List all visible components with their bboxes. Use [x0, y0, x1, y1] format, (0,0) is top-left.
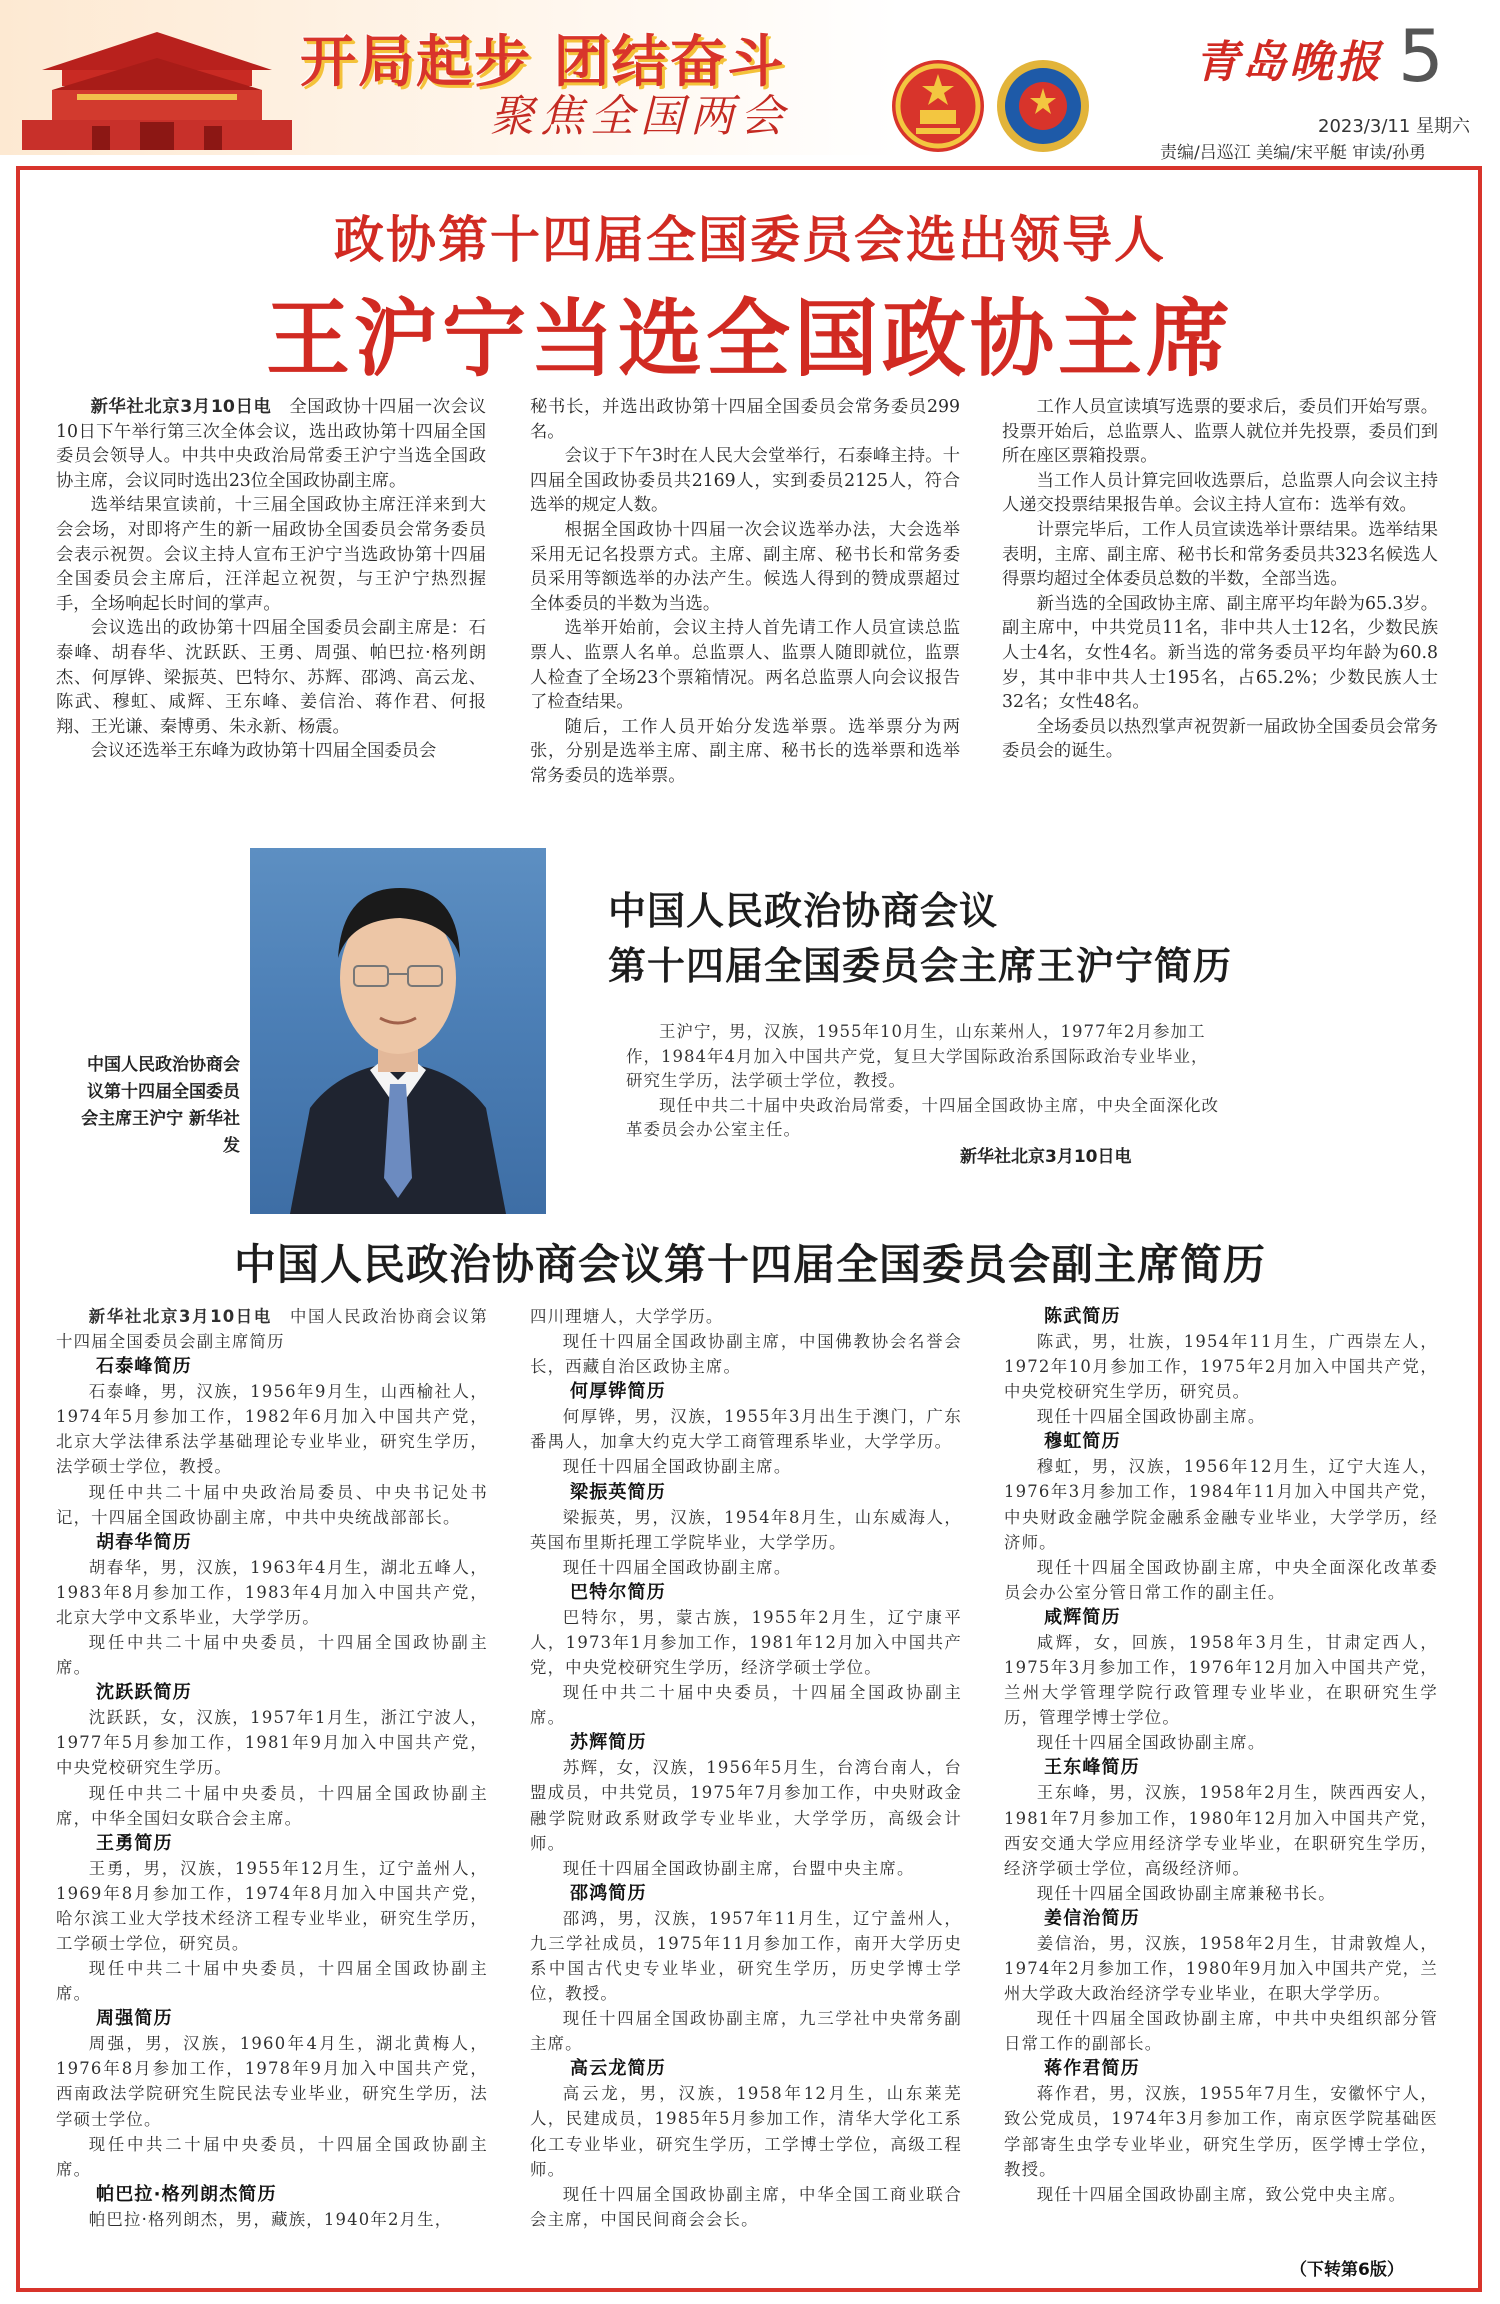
dateline: 新华社北京3月10日电	[90, 397, 272, 417]
bio-paragraph: 姜信治，男，汉族，1958年2月生，甘肃敦煌人，1974年2月参加工作，1980年9月加入中国共产党，兰州大学政大政治经济学专业毕业，在职大学学历。	[1004, 1933, 1438, 2004]
national-emblem-icon	[890, 58, 986, 154]
article-paragraph	[1002, 518, 1438, 592]
bio-paragraph: 现任十四届全国政协副主席。	[1036, 1407, 1266, 1427]
headline-title: 王沪宁当选全国政协主席	[265, 290, 1234, 388]
bio-paragraph: 现任十四届全国政协副主席。	[562, 1457, 792, 1477]
paragraph-text: 随后，工作人员开始分发选举票。选举票分为两张，分别是选举主席、副主席、秘书长的选举票和选举常务委员的选举票。	[530, 716, 960, 786]
tiananmen-illustration	[22, 10, 292, 150]
paragraph-text: 秘书长，并选出政协第十四届全国委员会常务委员299名。	[530, 397, 960, 442]
bio-paragraph: 现任十四届全国政协副主席，致公党中央主席。	[1036, 2184, 1407, 2204]
bio-paragraph: 邵鸿，男，汉族，1957年11月生，辽宁盖州人，九三学社成员，1975年11月参加工作，南开大学历史系中国古代史专业毕业，研究生学历，历史学博士学位，教授。	[530, 1908, 962, 2004]
bio-subheading: 王勇简历	[96, 1832, 173, 1854]
paragraph-text: 计票完毕后，工作人员宣读选举计票结果。选举结果表明，主席、副主席、秘书长和常务委员共323名候选人得票均超过全体委员总数的半数，全部当选。	[1002, 519, 1438, 590]
article-column-3	[1002, 395, 1438, 764]
paragraph-text: 选举结果宣读前，十三届全国政协主席汪洋来到大会会场，对即将产生的新一届政协全国委员会常务委员会表示祝贺。会议主持人宣布王沪宁当选政协第十四届全国委员会主席后，汪洋起立祝贺，与王沪宁热烈握手，全场响起长时间的掌声。	[56, 495, 486, 614]
bio-paragraph: 石泰峰，男，汉族，1956年9月生，山西榆社人，1974年5月参加工作，1982年6月加入中国共产党，北京大学法律系法学基础理论专业毕业，研究生学历，法学硕士学位，教授。	[56, 1382, 488, 1477]
bio-paragraph: 现任中共二十届中央政治局委员、中央书记处书记，十四届全国政协副主席，中共中央统战部部长。	[56, 1482, 488, 1527]
bio-paragraph: 苏辉，女，汉族，1956年5月生，台湾台南人，台盟成员，中共党员，1975年7月参加工作，中央财政金融学院财政系财政学专业毕业，大学学历，高级会计师。	[530, 1758, 962, 1853]
bio-paragraph: 胡春华，男，汉族，1963年4月生，湖北五峰人，1983年8月参加工作，1983年4月加入中国共产党，北京大学中文系毕业，大学学历。	[56, 1557, 488, 1627]
page-header	[0, 0, 1500, 163]
header-subslogan: 聚焦全国两会	[490, 91, 790, 142]
article-paragraph	[1002, 395, 1438, 469]
editor-credits: 责编/吕巡江 美编/宋平艇 审读/孙勇	[1160, 143, 1426, 163]
vice-column-3	[1004, 1304, 1438, 2207]
bio-paragraph: 现任中共二十届中央委员，十四届全国政协副主席。	[56, 1633, 488, 1678]
vice-section-title: 中国人民政治协商会议第十四届全国委员会副主席简历	[233, 1240, 1266, 1289]
bio-paragraph: 陈武，男，壮族，1954年11月生，广西崇左人，1972年10月参加工作，1975年2月加入中国共产党，中央党校研究生学历，研究员。	[1004, 1332, 1438, 1402]
bio-subheading: 陈武简历	[1044, 1306, 1121, 1327]
bio-paragraph: 王东峰，男，汉族，1958年2月生，陕西西安人，1981年7月参加工作，1980年12月加入中国共产党，西安交通大学应用经济学专业毕业，在职研究生学历，经济学硕士学位，高级经济师。	[1004, 1783, 1438, 1878]
bio-paragraph: 现任中共二十届中央委员，十四届全国政协副主席。	[56, 1959, 488, 2004]
article-paragraph	[530, 518, 960, 616]
bio-paragraph: 周强，男，汉族，1960年4月生，湖北黄梅人，1976年8月参加工作，1978年9月加入中国共产党，西南政法学院研究生院民法专业毕业，研究生学历，法学硕士学位。	[56, 2034, 488, 2129]
bio-subheading: 梁振英简历	[570, 1481, 666, 1503]
bio-paragraph: 巴特尔，男，蒙古族，1955年2月生，辽宁康平人，1973年1月参加工作，1981年12月加入中国共产党，中央党校研究生学历，经济学硕士学位。	[530, 1607, 962, 1678]
headline-kicker: 政协第十四届全国委员会选出领导人	[334, 211, 1166, 269]
paragraph-text: 会议选出的政协第十四届全国委员会副主席是：石泰峰、胡春华、沈跃跃、王勇、周强、帕巴拉·格列朗杰、何厚铧、梁振英、巴特尔、苏辉、邵鸿、高云龙、陈武、穆虹、咸辉、王东峰、姜信治、蒋作君、何报翔、王光谦、秦博勇、朱永新、杨震。	[56, 618, 486, 737]
bio-subheading: 周强简历	[96, 2008, 173, 2030]
paragraph-text: 选举开始前，会议主持人首先请工作人员宣读总监票人、监票人名单。总监票人、监票人随即就位，监票人检查了全场23个票箱情况。两名总监票人向会议报告了检查结果。	[530, 618, 960, 713]
article-column-2	[530, 395, 960, 789]
article-paragraph	[56, 616, 486, 739]
photo-caption: 中国人民政治协商会议第十四届全国委员会主席王沪宁 新华社发	[81, 1055, 240, 1156]
bio-subheading: 蒋作君简历	[1044, 2058, 1140, 2080]
bio-paragraph: 蒋作君，男，汉族，1955年7月生，安徽怀宁人，致公党成员，1974年3月参加工作，南京医学院基础医学部寄生虫学专业毕业，研究生学历，医学博士学位，教授。	[1004, 2084, 1438, 2179]
article-paragraph	[56, 739, 486, 764]
article-paragraph	[1002, 715, 1438, 764]
article-paragraph	[56, 395, 486, 493]
bio-paragraph-1: 王沪宁，男，汉族，1955年10月生，山东莱州人，1977年2月参加工作，1984年4月加入中国共产党，复旦大学国际政治系国际政治专业毕业，研究生学历，法学硕士学位，教授。	[626, 1022, 1209, 1090]
bio-subheading: 苏辉简历	[570, 1732, 647, 1754]
bio-paragraph: 现任中共二十届中央委员，十四届全国政协副主席，中华全国妇女联合会主席。	[56, 1783, 488, 1828]
bio-paragraph: 沈跃跃，女，汉族，1957年1月生，浙江宁波人，1977年5月参加工作，1981年9月加入中国共产党，中央党校研究生学历。	[56, 1708, 488, 1778]
dateline: 新华社北京3月10日电	[88, 1307, 272, 1326]
bio-text	[626, 1020, 1224, 1143]
bio-paragraph: 何厚铧，男，汉族，1955年3月出生于澳门，广东番禺人，加拿大约克大学工商管理系毕业，大学学历。	[530, 1407, 962, 1452]
bio-paragraph: 现任十四届全国政协副主席，中国佛教协会名誉会长，西藏自治区政协主席。	[530, 1332, 962, 1377]
vice-column-1	[56, 1304, 488, 2232]
bio-paragraph: 帕巴拉·格列朗杰，男，藏族，1940年2月生，	[88, 2209, 453, 2229]
bio-paragraph: 穆虹，男，汉族，1956年12月生，辽宁大连人，1976年3月参加工作，1984年11月加入中国共产党，中央财政金融学院金融系金融专业毕业，大学学历，经济师。	[1004, 1457, 1438, 1552]
bio-subheading: 沈跃跃简历	[96, 1682, 192, 1704]
cppcc-emblem-icon	[995, 58, 1091, 154]
bio-paragraph-2: 现任中共二十届中央政治局常委，十四届全国政协主席，中央全面深化改革委员会办公室主任。	[626, 1095, 1219, 1139]
article-paragraph	[530, 715, 960, 789]
continued-note: （下转第6版）	[1290, 2260, 1404, 2280]
bio-paragraph: 现任十四届全国政协副主席。	[1036, 1733, 1266, 1753]
bio-title-line1: 中国人民政治协商会议	[608, 889, 999, 933]
bio-paragraph: 王勇，男，汉族，1955年12月生，辽宁盖州人，1969年8月参加工作，1974年8月加入中国共产党，哈尔滨工业大学技术经济工程专业毕业，研究生学历，工学硕士学位，研究员。	[56, 1858, 488, 1953]
bio-paragraph: 咸辉，女，回族，1958年3月生，甘肃定西人，1975年3月参加工作，1976年12月加入中国共产党，兰州大学管理学院行政管理专业毕业，在职研究生学历，管理学博士学位。	[1004, 1632, 1438, 1728]
article-paragraph	[530, 395, 960, 444]
article-column-1	[56, 395, 486, 764]
bio-paragraph: 高云龙，男，汉族，1958年12月生，山东莱芜人，民建成员，1985年5月参加工作，清华大学化工系化工专业毕业，研究生学历，工学博士学位，高级工程师。	[530, 2084, 962, 2179]
bio-subheading: 穆虹简历	[1044, 1431, 1121, 1453]
paragraph-text: 根据全国政协十四届一次会议选举办法，大会选举采用无记名投票方式。主席、副主席、秘书长和常务委员采用等额选举的办法产生。候选人得到的赞成票超过全体委员的半数为当选。	[530, 519, 960, 614]
page-number: 5	[1398, 14, 1444, 98]
paragraph-text: 当工作人员计算完回收选票后，总监票人向会议主持人递交投票结果报告单。会议主持人宣布：选举有效。	[1002, 470, 1438, 516]
bio-subheading: 王东峰简历	[1044, 1757, 1140, 1779]
bio-subheading: 何厚铧简历	[570, 1381, 666, 1403]
bio-paragraph: 现任十四届全国政协副主席，九三学社中央常务副主席。	[530, 2009, 962, 2054]
bio-paragraph: 现任中共二十届中央委员，十四届全国政协副主席。	[530, 1683, 962, 1728]
portrait-illustration	[250, 848, 546, 1214]
bio-paragraph: 现任十四届全国政协副主席。	[562, 1557, 792, 1577]
bio-paragraph: 现任十四届全国政协副主席，中华全国工商业联合会主席，中国民间商会会长。	[530, 2184, 962, 2229]
bio-subheading: 石泰峰简历	[96, 1356, 192, 1378]
paragraph-text: 中国人民政治协商会议第十四届全国委员会副主席简历	[56, 1307, 488, 1352]
header-slogan: 开局起步 团结奋斗	[300, 30, 786, 95]
paragraph-text: 会议还选举王东峰为政协第十四届全国委员会	[90, 741, 437, 762]
paragraph-text: 全国政协十四届一次会议10日下午举行第三次全体会议，选出政协第十四届全国委员会领导人。中共中央政治局常委王沪宁当选全国政协主席，会议同时选出23位全国政协副主席。	[56, 397, 486, 491]
bio-subheading: 胡春华简历	[96, 1531, 192, 1553]
portrait-photo	[250, 848, 546, 1214]
bio-subheading: 邵鸿简历	[570, 1882, 647, 1904]
paragraph-text: 工作人员宣读填写选票的要求后，委员们开始写票。投票开始后，总监票人、监票人就位并先投票，委员们到所在座区票箱投票。	[1002, 397, 1438, 467]
bio-subheading: 帕巴拉·格列朗杰简历	[96, 2183, 277, 2205]
bio-paragraph: 现任十四届全国政协副主席，中共中央组织部分管日常工作的副部长。	[1004, 2009, 1438, 2054]
paragraph-text: 新当选的全国政协主席、副主席平均年龄为65.3岁。副主席中，中共党员11名，非中共人士12名，少数民族人士4名，女性4名。新当选的常务委员平均年龄为60.8岁，其中非中共人士195名，占65.2%；少数民族人士32名；女性48名。	[1002, 593, 1438, 713]
bio-dateline: 新华社北京3月10日电	[960, 1147, 1132, 1167]
vice-column-2	[530, 1304, 962, 2232]
vice-lead-paragraph	[56, 1304, 488, 1354]
newspaper-name: 青岛晚报	[1195, 37, 1383, 88]
issue-date: 2023/3/11 星期六	[1318, 116, 1471, 137]
bio-paragraph: 现任十四届全国政协副主席兼秘书长。	[1036, 1883, 1336, 1903]
article-paragraph	[56, 493, 486, 616]
bio-title-line2: 第十四届全国委员会主席王沪宁简历	[608, 944, 1233, 988]
bio-paragraph: 现任十四届全国政协副主席，台盟中央主席。	[562, 1858, 915, 1878]
bio-subheading: 咸辉简历	[1044, 1606, 1121, 1628]
article-paragraph	[530, 616, 960, 714]
bio-subheading: 巴特尔简历	[570, 1581, 666, 1603]
bio-paragraph: 梁振英，男，汉族，1954年8月生，山东威海人，英国布里斯托理工学院毕业，大学学历。	[530, 1507, 962, 1552]
article-paragraph	[1002, 469, 1438, 518]
bio-subheading: 姜信治简历	[1044, 1907, 1140, 1929]
bio-subheading: 高云龙简历	[570, 2058, 666, 2080]
bio-paragraph: 现任十四届全国政协副主席，中央全面深化改革委员会办公室分管日常工作的副主任。	[1004, 1557, 1438, 1602]
bio-paragraph: 现任中共二十届中央委员，十四届全国政协副主席。	[56, 2134, 488, 2179]
bio-paragraph: 四川理塘人，大学学历。	[530, 1307, 724, 1326]
paragraph-text: 全场委员以热烈掌声祝贺新一届政协全国委员会常务委员会的诞生。	[1002, 716, 1438, 762]
article-paragraph	[1002, 592, 1438, 715]
paragraph-text: 会议于下午3时在人民大会堂举行，石泰峰主持。十四届全国政协委员共2169人，实到委员2125人，符合选举的规定人数。	[530, 446, 960, 516]
article-paragraph	[530, 444, 960, 518]
